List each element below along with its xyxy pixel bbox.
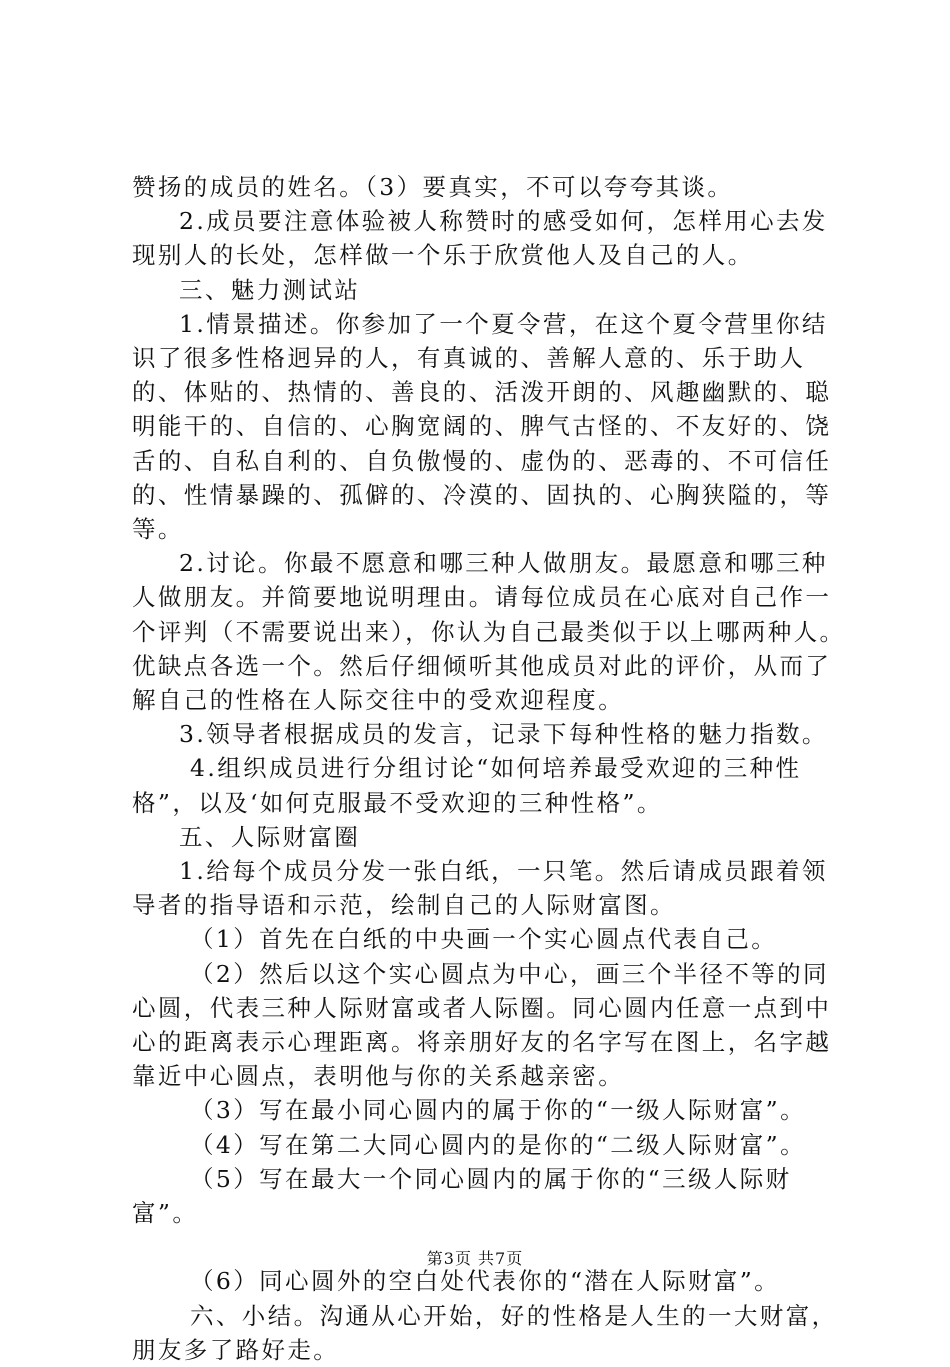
paragraph-16: 六、小结。沟通从心开始，好的性格是人生的一大财富，朋友多了路好走。 bbox=[132, 1301, 838, 1364]
paragraph-15: （6）同心圆外的空白处代表你的“潜在人际财富”。 bbox=[190, 1267, 781, 1296]
paragraph-14: （5）写在最大一个同心圆内的属于你的“三级人际财富”。 bbox=[132, 1164, 792, 1228]
paragraph-5: 2.讨论。你最不愿意和哪三种人做朋友。最愿意和哪三种人做朋友。并简要地说明理由。请每位成员在心底对自己作一个评判（不需要说出来），你认为自己最类似于以上哪两种人。优缺点各选一个。然后仔细倾听其他成员对此的评价，从而了解自己的性格在人际交往中的受欢迎程度。 bbox=[132, 549, 846, 715]
paragraph-10: （1）首先在白纸的中央画一个实心圆点代表自己。 bbox=[190, 925, 778, 954]
paragraph-9: 1.给每个成员分发一张白纸，一只笔。然后请成员跟着领导者的指导语和示范，绘制自己的人际财富图。 bbox=[132, 857, 828, 920]
paragraph-4: 1.情景描述。你参加了一个夏令营，在这个夏令营里你结识了很多性格迥异的人，有真诚的、善解人意的、乐于助人的、体贴的、热情的、善良的、活泼开朗的、风趣幽默的、聪明能干的、自信的、心胸宽阔的、脾气古怪的、不友好的、饶舌的、自私自利的、自负傲慢的、虚伪的、恶毒的、不可信任的、性情暴躁的、孤僻的、冷漠的、固执的、心胸狭隘的，等等。 bbox=[132, 309, 832, 544]
document-body bbox=[132, 170, 852, 1367]
paragraph-12: （3）写在最小同心圆内的属于你的“一级人际财富”。 bbox=[190, 1096, 806, 1125]
paragraph-2: 2.成员要注意体验被人称赞时的感受如何，怎样用心去发现别人的长处，怎样做一个乐于欣赏他人及自己的人。 bbox=[132, 207, 828, 270]
paragraph-11: （2）然后以这个实心圆点为中心，画三个半径不等的同心圆，代表三种人际财富或者人际圈。同心圆内任意一点到中心的距离表示心理距离。将亲朋好友的名字写在图上，名字越靠近中心圆点，表明他与你的关系越亲密。 bbox=[132, 959, 832, 1091]
paragraph-1: 赞扬的成员的姓名。（3）要真实，不可以夸夸其谈。 bbox=[132, 173, 734, 201]
paragraph-7: 4.组织成员进行分组讨论“如何培养最受欢迎的三种性格”，以及‘如何克服最不受欢迎的三种性格”。 bbox=[132, 754, 802, 817]
section-heading-3: 三、魅力测试站 bbox=[179, 275, 361, 304]
paragraph-6: 3.领导者根据成员的发言，记录下每种性格的魅力指数。 bbox=[179, 720, 828, 749]
page-footer: 第3页 共7页 bbox=[426, 1249, 524, 1268]
section-heading-5: 五、人际财富圈 bbox=[179, 822, 361, 851]
paragraph-13: （4）写在第二大同心圆内的是你的“二级人际财富”。 bbox=[190, 1130, 806, 1159]
